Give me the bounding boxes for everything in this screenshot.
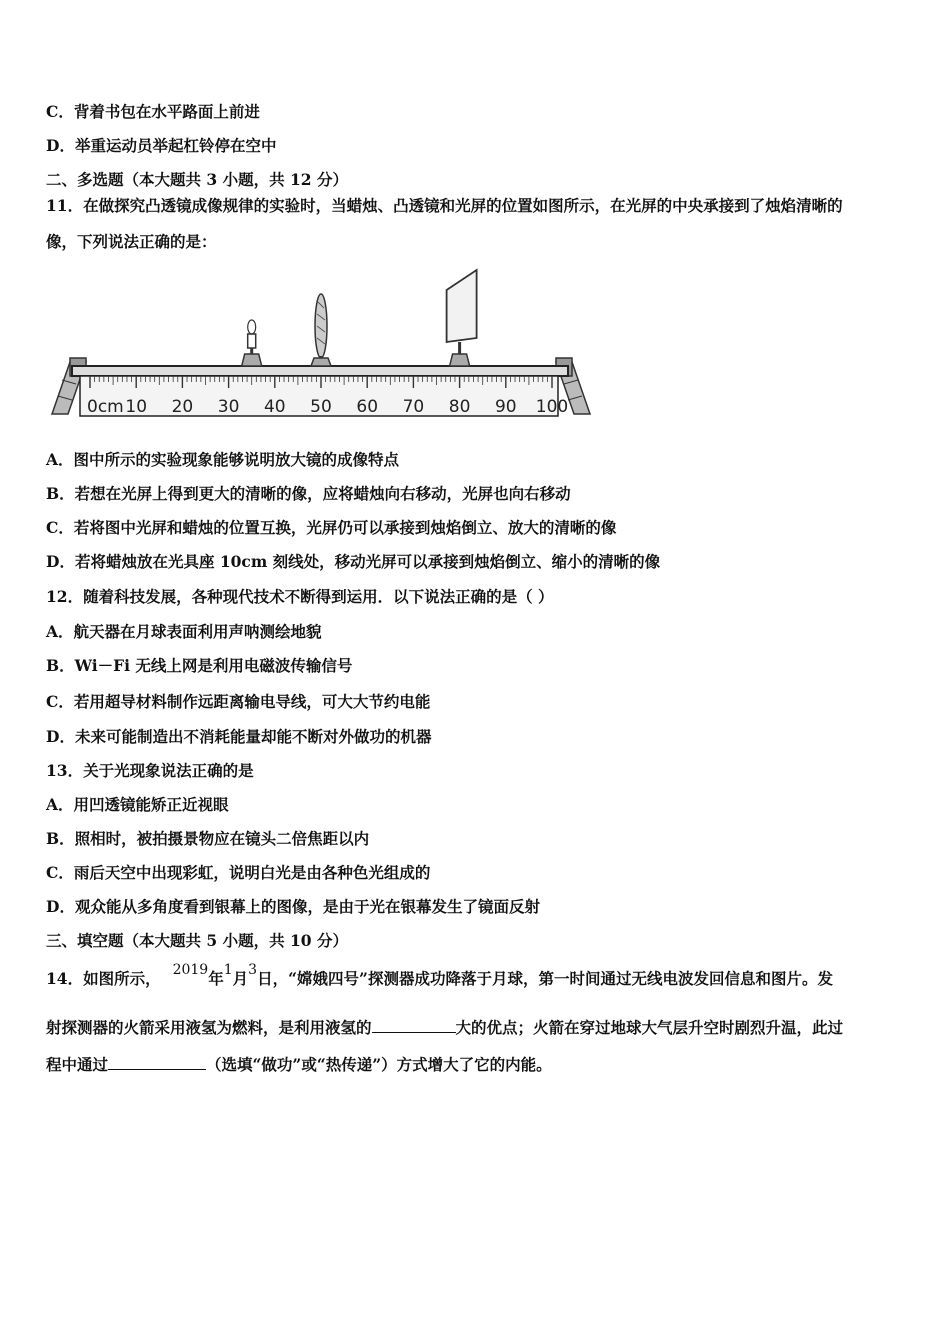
q12-option-d: D．未来可能制造出不消耗能量却能不断对外做功的机器 — [46, 727, 432, 746]
candle-stem — [250, 348, 253, 354]
answer-blank-1[interactable] — [372, 1018, 456, 1033]
q14-line2 — [46, 1018, 843, 1038]
candle-flame — [248, 320, 256, 334]
q11-option-d: D．若将蜡烛放在光具座 10cm 刻线处，移动光屏可以承接到烛焰倒立、缩小的清晰的像 — [46, 552, 661, 571]
bench-rail — [72, 366, 568, 376]
scale-label: 30 — [217, 397, 240, 417]
scale-label: 60 — [356, 397, 379, 417]
lens-glass — [315, 294, 327, 358]
q11-stem-line2: 像，下列说法正确的是： — [46, 232, 217, 251]
convex-lens — [311, 294, 331, 366]
scale-label: 40 — [263, 397, 286, 417]
q14-line2-a: 射探测器的火箭采用液氢为燃料，是利用液氢的 — [46, 1018, 372, 1037]
q12-option-a: A．航天器在月球表面利用声呐测绘地貌 — [46, 622, 322, 641]
q14-month-unit: 月 — [232, 969, 249, 988]
q14-line3-a: 程中通过 — [46, 1055, 109, 1074]
scale-label: 100 — [535, 397, 569, 417]
candle-holder — [242, 354, 262, 366]
light-screen — [447, 270, 477, 366]
candle — [242, 320, 262, 366]
q13-option-d: D．观众能从多角度看到银幕上的图像，是由于光在银幕发生了镜面反射 — [46, 897, 540, 916]
q14-line3 — [46, 1055, 552, 1075]
q14-line3-b: （选填“做功”或“热传递”）方式增大了它的内能。 — [206, 1055, 552, 1074]
candle-body — [248, 334, 256, 348]
q14-prefix: 14．如图所示， — [46, 969, 161, 988]
section3-title: 三、填空题（本大题共 5 小题，共 10 分） — [46, 931, 348, 950]
q14-year-unit: 年 — [208, 969, 224, 988]
q13-stem: 13．关于光现象说法正确的是 — [46, 761, 254, 780]
q11-option-a: A．图中所示的实验现象能够说明放大镜的成像特点 — [46, 450, 400, 469]
section2-title: 二、多选题（本大题共 3 小题，共 12 分） — [46, 170, 348, 189]
scale-label: 90 — [494, 397, 517, 417]
scale-label: 80 — [448, 397, 471, 417]
screen-holder — [450, 354, 470, 366]
scale-label: 70 — [402, 397, 425, 417]
q11-option-c: C．若将图中光屏和蜡烛的位置互换，光屏仍可以承接到烛焰倒立、放大的清晰的像 — [46, 518, 617, 537]
optical-bench-figure — [48, 262, 593, 428]
q10-option-d: D．举重运动员举起杠铃停在空中 — [46, 136, 277, 155]
q11-option-b: B．若想在光屏上得到更大的清晰的像，应将蜡烛向右移动，光屏也向右移动 — [46, 484, 571, 503]
answer-blank-2[interactable] — [108, 1055, 206, 1070]
q13-option-c: C．雨后天空中出现彩虹，说明白光是由各种色光组成的 — [46, 863, 431, 882]
q14-line1 — [46, 962, 833, 990]
scale-label: 10 — [125, 397, 148, 417]
scale-label: 0cm — [87, 397, 124, 417]
screen-stem — [458, 342, 461, 354]
q13-option-b: B．照相时，被拍摄景物应在镜头二倍焦距以内 — [46, 829, 370, 848]
q14-line2-b: 大的优点；火箭在穿过地球大气层升空时剧烈升温，此过 — [455, 1018, 844, 1037]
q14-day: 3 — [248, 962, 258, 978]
q14-line1-rest: “嫦娥四号”探测器成功降落于月球，第一时间通过无线电波发回信息和图片。发 — [288, 969, 833, 988]
q14-month: 1 — [223, 962, 233, 978]
screen-panel — [447, 270, 477, 342]
q14-day-unit: 日， — [257, 969, 289, 988]
q12-option-b: B．Wi－Fi 无线上网是利用电磁波传输信号 — [46, 656, 353, 675]
q11-stem-line1: 11．在做探究凸透镜成像规律的实验时，当蜡烛、凸透镜和光屏的位置如图所示，在光屏的中央承接到了烛焰清晰的 — [46, 196, 843, 215]
q14-year: 2019 — [172, 962, 209, 978]
scale-label: 50 — [310, 397, 332, 417]
q13-option-a: A．用凹透镜能矫正近视眼 — [46, 795, 229, 814]
q12-option-c: C．若用超导材料制作远距离输电导线，可大大节约电能 — [46, 692, 431, 711]
scale-label: 20 — [171, 397, 194, 417]
q12-stem: 12．随着科技发展，各种现代技术不断得到运用．以下说法正确的是（ ） — [46, 587, 554, 606]
lens-holder — [311, 358, 331, 366]
q10-option-c: C．背着书包在水平路面上前进 — [46, 102, 260, 121]
